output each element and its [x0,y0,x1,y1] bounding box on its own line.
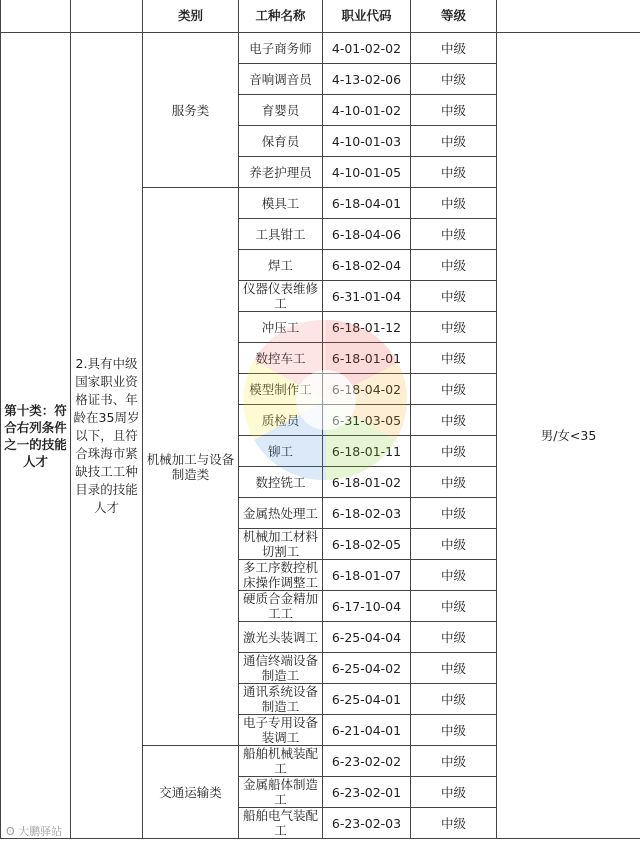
chat-bubble-icon: ʘ [6,825,15,838]
job-code-cell: 6-18-04-02 [323,374,411,405]
table-row [1,33,640,64]
job-code-cell: 6-18-01-01 [323,343,411,374]
category-ten-cell: 第十类：符合右列条件之一的技能人才 [1,33,71,839]
job-name-cell: 音响调音员 [239,64,323,95]
level-cell: 中级 [411,374,497,405]
level-cell: 中级 [411,343,497,374]
level-cell: 中级 [411,777,497,808]
job-code-cell: 4-10-01-05 [323,157,411,188]
job-code-cell: 6-18-01-07 [323,560,411,591]
group-category-cell: 服务类 [143,33,239,188]
job-name-cell: 养老护理员 [239,157,323,188]
job-name-cell: 模型制作工 [239,374,323,405]
job-name-cell: 硬质合金精加工工 [239,591,323,622]
job-name-cell: 仪器仪表维修工 [239,281,323,312]
job-code-cell: 6-18-01-12 [323,312,411,343]
job-code-cell: 6-25-04-02 [323,653,411,684]
blank-header [71,0,143,33]
job-name-cell: 金属热处理工 [239,498,323,529]
job-code-cell: 4-01-02-02 [323,33,411,64]
footer-watermark: ʘ 大鹏驿站 [6,825,63,838]
job-code-cell: 6-23-02-01 [323,777,411,808]
level-cell: 中级 [411,436,497,467]
job-name-cell: 通信终端设备制造工 [239,653,323,684]
job-code-cell: 6-21-04-01 [323,715,411,746]
job-name-cell: 质检员 [239,405,323,436]
job-code-cell: 6-18-01-02 [323,467,411,498]
job-name-cell: 金属船体制造工 [239,777,323,808]
job-name-cell: 船舶机械装配工 [239,746,323,777]
job-name-cell: 机械加工材料切割工 [239,529,323,560]
level-cell: 中级 [411,250,497,281]
job-name-cell: 多工序数控机床操作调整工 [239,560,323,591]
header-code: 职业代码 [323,0,411,33]
job-code-cell: 6-17-10-04 [323,591,411,622]
level-cell: 中级 [411,64,497,95]
job-code-cell: 6-25-04-01 [323,684,411,715]
level-cell: 中级 [411,312,497,343]
job-name-cell: 育婴员 [239,95,323,126]
job-name-cell: 激光头装调工 [239,622,323,653]
level-cell: 中级 [411,405,497,436]
level-cell: 中级 [411,498,497,529]
job-code-cell: 4-10-01-02 [323,95,411,126]
level-cell: 中级 [411,467,497,498]
group-category-cell: 机械加工与设备制造类 [143,188,239,746]
job-name-cell: 电子专用设备装调工 [239,715,323,746]
job-name-cell: 船舶电气装配工 [239,808,323,839]
job-code-cell: 4-10-01-03 [323,126,411,157]
header-category: 类别 [143,0,239,33]
header-job-name: 工种名称 [239,0,323,33]
level-cell: 中级 [411,126,497,157]
header-level: 等级 [411,0,497,33]
level-cell: 中级 [411,219,497,250]
job-name-cell: 数控铣工 [239,467,323,498]
job-name-cell: 工具钳工 [239,219,323,250]
level-cell: 中级 [411,715,497,746]
job-code-cell: 6-18-04-06 [323,219,411,250]
job-code-cell: 6-18-02-03 [323,498,411,529]
level-cell: 中级 [411,560,497,591]
blank-header [497,0,640,33]
level-cell: 中级 [411,157,497,188]
job-code-cell: 4-13-02-06 [323,64,411,95]
job-code-cell: 6-23-02-03 [323,808,411,839]
job-name-cell: 模具工 [239,188,323,219]
job-code-cell: 6-25-04-04 [323,622,411,653]
job-code-cell: 6-23-02-02 [323,746,411,777]
age-rule-cell: 男/女<35 [497,33,640,839]
level-cell: 中级 [411,653,497,684]
level-cell: 中级 [411,33,497,64]
job-code-cell: 6-18-02-04 [323,250,411,281]
level-cell: 中级 [411,808,497,839]
job-code-cell: 6-18-01-11 [323,436,411,467]
level-cell: 中级 [411,684,497,715]
level-cell: 中级 [411,622,497,653]
job-code-cell: 6-18-02-05 [323,529,411,560]
job-name-cell: 铆工 [239,436,323,467]
level-cell: 中级 [411,746,497,777]
level-cell: 中级 [411,281,497,312]
level-cell: 中级 [411,95,497,126]
job-code-cell: 6-18-04-01 [323,188,411,219]
blank-header [1,0,71,33]
job-name-cell: 电子商务师 [239,33,323,64]
job-name-cell: 数控车工 [239,343,323,374]
job-code-cell: 6-31-01-04 [323,281,411,312]
condition-cell: 2.具有中级国家职业资格证书、年龄在35周岁以下，且符合珠海市紧缺技工工种目录的技能人才 [71,33,143,839]
job-name-cell: 通讯系统设备制造工 [239,684,323,715]
group-category-cell: 交通运输类 [143,746,239,839]
job-name-cell: 保育员 [239,126,323,157]
job-name-cell: 冲压工 [239,312,323,343]
level-cell: 中级 [411,529,497,560]
level-cell: 中级 [411,188,497,219]
level-cell: 中级 [411,591,497,622]
header-row [1,0,640,33]
job-code-cell: 6-31-03-05 [323,405,411,436]
job-name-cell: 焊工 [239,250,323,281]
